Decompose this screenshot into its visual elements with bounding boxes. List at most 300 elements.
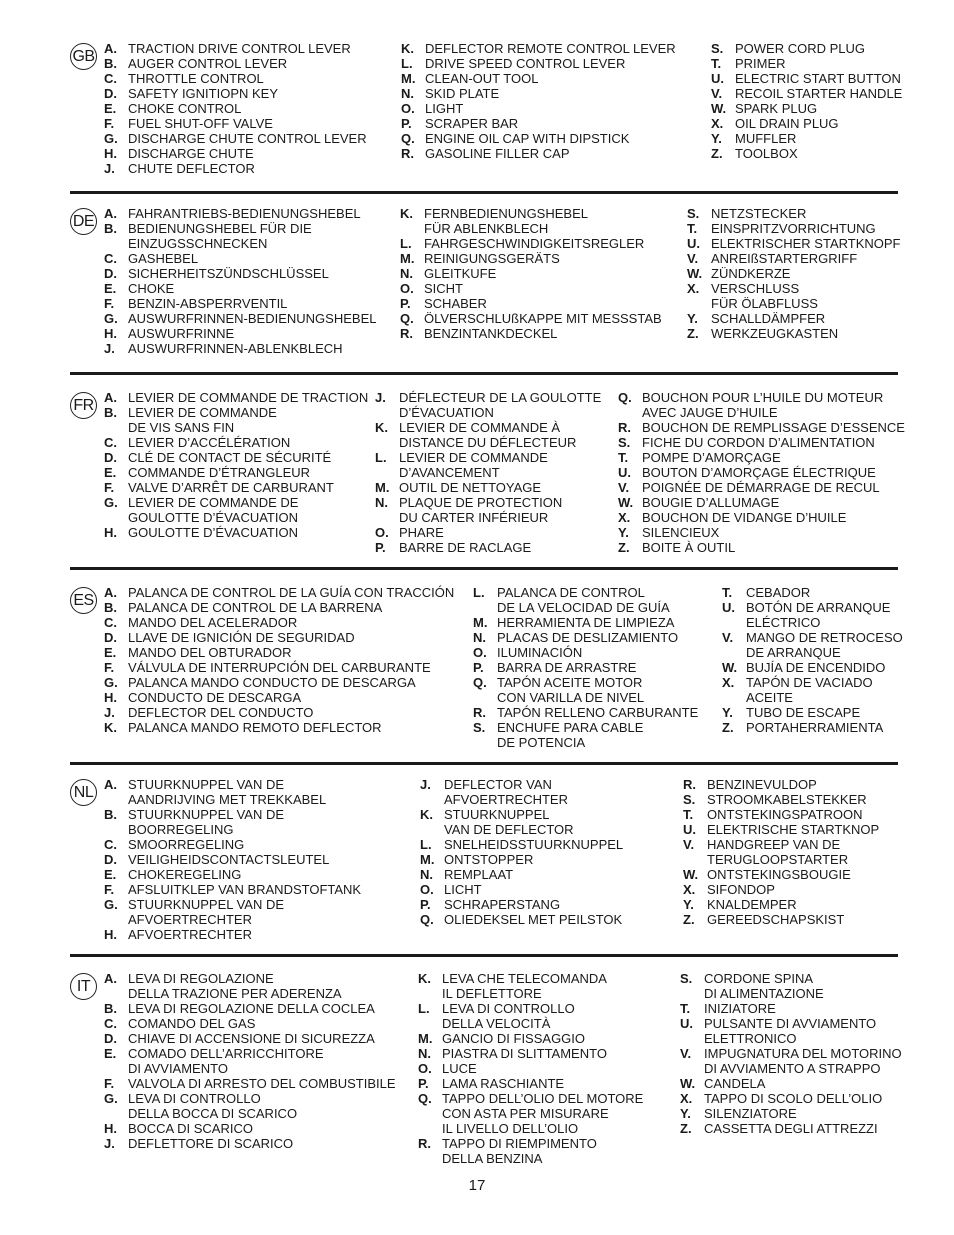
- part-description: [128, 1136, 293, 1151]
- part-item: [401, 131, 676, 146]
- part-letter: B.: [104, 807, 117, 822]
- part-description: [128, 1091, 297, 1121]
- part-description: [425, 131, 629, 146]
- part-description-line: BEDIENUNGSHEBEL FÜR DIE: [128, 221, 312, 236]
- part-description-line: DÉFLECTEUR DE LA GOULOTTE: [399, 390, 602, 405]
- part-description-line: IL DEFLETTORE: [442, 986, 542, 1001]
- part-item: [722, 720, 903, 735]
- part-description: [128, 1001, 375, 1016]
- part-description: [424, 311, 662, 326]
- part-item: [104, 465, 368, 480]
- part-letter: Z.: [722, 720, 734, 735]
- part-description: [442, 1076, 564, 1091]
- part-item: [104, 405, 368, 435]
- part-description-line: DISCHARGE CHUTE CONTROL LEVER: [128, 131, 367, 146]
- part-description-line: BUJÍA DE ENCENDIDO: [746, 660, 886, 675]
- part-item: [375, 450, 601, 480]
- part-description-line: SCHALLDÄMPFER: [711, 311, 826, 326]
- part-description-line: DE POTENCIA: [497, 735, 586, 750]
- part-item: [683, 912, 879, 927]
- part-letter: A.: [104, 390, 117, 405]
- part-description-line: SCHABER: [424, 296, 487, 311]
- part-description: [707, 822, 879, 837]
- part-item: [687, 326, 901, 341]
- part-description-line: ÖLVERSCHLUßKAPPE MIT MESSSTAB: [424, 311, 662, 326]
- part-description: [497, 615, 674, 630]
- part-description: [399, 525, 444, 540]
- part-description-line: TAPÓN RELLENO CARBURANTE: [497, 705, 699, 720]
- part-description: [128, 600, 382, 615]
- part-description: [128, 131, 367, 146]
- part-description: [128, 116, 273, 131]
- part-description-line: PHARE: [399, 525, 444, 540]
- part-letter: W.: [618, 495, 634, 510]
- part-description-line: ELEKTRISCHE STARTKNOP: [707, 822, 880, 837]
- part-description-line: DISTANCE DU DÉFLECTEUR: [399, 435, 577, 450]
- part-item: [418, 1046, 643, 1061]
- part-description-line: CON ASTA PER MISURARE: [442, 1106, 609, 1121]
- part-letter: C.: [104, 1016, 117, 1031]
- part-description: [642, 495, 779, 510]
- part-item: [104, 101, 367, 116]
- part-item: [420, 897, 623, 912]
- part-item: [104, 630, 454, 645]
- part-letter: L.: [400, 236, 412, 251]
- part-letter: S.: [680, 971, 693, 986]
- part-letter: U.: [618, 465, 631, 480]
- part-description: [399, 540, 531, 555]
- part-description-line: STUURKNUPPEL VAN DE: [128, 807, 285, 822]
- part-item: [473, 630, 698, 645]
- part-description-line: D’AVANCEMENT: [399, 465, 500, 480]
- part-letter: M.: [400, 251, 415, 266]
- part-description: [128, 882, 361, 897]
- part-description-line: LIGHT: [425, 101, 464, 116]
- part-description: [711, 221, 876, 236]
- part-item: [401, 71, 676, 86]
- part-item: [104, 1001, 396, 1016]
- part-letter: F.: [104, 116, 115, 131]
- part-description: [497, 720, 643, 750]
- part-item: [473, 615, 698, 630]
- part-description-line: PULSANTE DI AVVIAMENTO: [704, 1016, 877, 1031]
- part-description: [711, 326, 838, 341]
- part-description-line: SILENCIEUX: [642, 525, 720, 540]
- parts-column: [104, 206, 376, 356]
- part-letter: H.: [104, 1121, 117, 1136]
- part-letter: F.: [104, 1076, 115, 1091]
- part-description-line: OUTIL DE NETTOYAGE: [399, 480, 542, 495]
- part-description: [128, 660, 431, 675]
- part-letter: K.: [420, 807, 433, 822]
- part-description: [128, 615, 297, 630]
- part-description: [711, 311, 825, 326]
- part-description-line: POWER CORD PLUG: [735, 41, 866, 56]
- part-description: [442, 971, 607, 1001]
- part-item: [711, 86, 902, 101]
- part-item: [680, 1106, 902, 1121]
- part-description-line: SPARK PLUG: [735, 101, 818, 116]
- part-description: [128, 927, 252, 942]
- part-description: [746, 585, 810, 600]
- part-item: [687, 311, 901, 326]
- part-letter: S.: [687, 206, 700, 221]
- part-description-line: DEFLECTOR DEL CONDUCTO: [128, 705, 314, 720]
- part-description-line: ONTSTOPPER: [444, 852, 534, 867]
- part-item: [680, 1001, 902, 1016]
- part-description: [128, 645, 291, 660]
- part-item: [711, 41, 902, 56]
- part-item: [104, 720, 454, 735]
- part-letter: W.: [687, 266, 703, 281]
- language-badge: DE: [70, 208, 97, 235]
- part-description-line: DI AVVIAMENTO A STRAPPO: [704, 1061, 881, 1076]
- part-description-line: RECOIL STARTER HANDLE: [735, 86, 903, 101]
- part-description-line: CON VARILLA DE NIVEL: [497, 690, 645, 705]
- part-description-line: LEVA DI REGOLAZIONE: [128, 971, 274, 986]
- part-letter: R.: [618, 420, 631, 435]
- part-item: [104, 480, 368, 495]
- part-item: [104, 341, 376, 356]
- part-description-line: POMPE D’AMORÇAGE: [642, 450, 781, 465]
- parts-column: [722, 585, 903, 735]
- part-letter: F.: [104, 882, 115, 897]
- part-description-line: ONTSTEKINGSBOUGIE: [707, 867, 851, 882]
- part-description-line: AVEC JAUGE D’HUILE: [642, 405, 778, 420]
- part-description: [711, 281, 818, 311]
- part-item: [401, 146, 676, 161]
- part-description-line: FUEL SHUT-OFF VALVE: [128, 116, 273, 131]
- parts-column: [711, 41, 902, 161]
- part-description: [735, 146, 798, 161]
- parts-column: [420, 777, 623, 927]
- part-item: [711, 101, 902, 116]
- part-description-line: BENZINEVULDOP: [707, 777, 817, 792]
- part-description-line: DE LA VELOCIDAD DE GUÍA: [497, 600, 670, 615]
- part-item: [104, 1076, 396, 1091]
- part-description: [399, 450, 548, 480]
- part-item: [400, 281, 662, 296]
- part-item: [680, 1121, 902, 1136]
- part-description-line: PORTAHERRAMIENTA: [746, 720, 884, 735]
- part-letter: V.: [711, 86, 723, 101]
- part-description: [128, 206, 361, 221]
- part-description-line: SMOORREGELING: [128, 837, 245, 852]
- part-letter: E.: [104, 645, 117, 660]
- part-description-line: CEBADOR: [746, 585, 811, 600]
- part-letter: Z.: [618, 540, 630, 555]
- part-description-line: LUCE: [442, 1061, 477, 1076]
- part-letter: M.: [401, 71, 416, 86]
- part-letter: Y.: [722, 705, 733, 720]
- part-description-line: MUFFLER: [735, 131, 797, 146]
- part-description-line: HERRAMIENTA DE LIMPIEZA: [497, 615, 675, 630]
- section-divider: [70, 372, 898, 375]
- part-description: [707, 792, 867, 807]
- part-item: [683, 822, 879, 837]
- part-letter: D.: [104, 630, 117, 645]
- part-description: [704, 1016, 876, 1046]
- part-letter: B.: [104, 221, 117, 236]
- part-description: [128, 465, 310, 480]
- part-item: [618, 435, 905, 450]
- part-description-line: MANDO DEL ACELERADOR: [128, 615, 298, 630]
- part-letter: X.: [722, 675, 735, 690]
- part-description-line: DELLA BOCCA DI SCARICO: [128, 1106, 298, 1121]
- part-letter: C.: [104, 837, 117, 852]
- part-description-line: PRIMER: [735, 56, 786, 71]
- part-letter: U.: [711, 71, 724, 86]
- part-description-line: DE VIS SANS FIN: [128, 420, 235, 435]
- part-item: [618, 420, 905, 435]
- part-item: [104, 41, 367, 56]
- part-description: [711, 251, 857, 266]
- part-description-line: LEVA DI REGOLAZIONE DELLA COCLEA: [128, 1001, 375, 1016]
- part-item: [473, 720, 698, 750]
- part-description-line: PLAQUE DE PROTECTION: [399, 495, 563, 510]
- part-description: [128, 1076, 396, 1091]
- part-description-line: EINZUGSSCHNECKEN: [128, 236, 268, 251]
- part-description: [399, 420, 576, 450]
- part-description-line: ILUMINACIÓN: [497, 645, 583, 660]
- part-letter: G.: [104, 311, 118, 326]
- parts-column: [618, 390, 905, 555]
- part-description-line: BENZIN-ABSPERRVENTIL: [128, 296, 288, 311]
- part-item: [104, 450, 368, 465]
- part-description-line: LEVIER DE COMMANDE À: [399, 420, 561, 435]
- part-item: [687, 236, 901, 251]
- part-item: [711, 71, 902, 86]
- part-item: [375, 495, 601, 525]
- part-letter: J.: [420, 777, 431, 792]
- part-item: [375, 420, 601, 450]
- part-letter: X.: [683, 882, 696, 897]
- part-description: [128, 251, 198, 266]
- part-description-line: PALANCA MANDO CONDUCTO DE DESCARGA: [128, 675, 416, 690]
- part-item: [683, 897, 879, 912]
- section-divider: [70, 954, 898, 957]
- part-letter: H.: [104, 927, 117, 942]
- part-description-line: CHOKE CONTROL: [128, 101, 242, 116]
- part-item: [104, 600, 454, 615]
- part-item: [418, 1001, 643, 1031]
- part-description-line: COMMANDE D’ÉTRANGLEUR: [128, 465, 311, 480]
- part-letter: R.: [683, 777, 696, 792]
- part-item: [420, 882, 623, 897]
- part-letter: Q.: [420, 912, 434, 927]
- section-it: [68, 971, 902, 1166]
- part-item: [683, 777, 879, 792]
- part-description: [128, 296, 287, 311]
- part-item: [104, 1046, 396, 1076]
- part-description-line: DELLA BENZINA: [442, 1151, 543, 1166]
- part-letter: J.: [104, 341, 115, 356]
- part-letter: J.: [104, 705, 115, 720]
- part-item: [687, 266, 901, 281]
- part-description: [128, 41, 351, 56]
- part-description: [497, 675, 644, 705]
- part-item: [104, 807, 361, 837]
- part-description-line: BOUGIE D’ALLUMAGE: [642, 495, 780, 510]
- part-description: [399, 495, 562, 525]
- part-description: [424, 266, 496, 281]
- part-item: [680, 1076, 902, 1091]
- part-item: [104, 311, 376, 326]
- part-description: [746, 675, 873, 705]
- part-letter: U.: [687, 236, 700, 251]
- part-description-line: PALANCA DE CONTROL: [497, 585, 645, 600]
- part-description: [707, 807, 863, 822]
- section-es: [68, 585, 903, 750]
- part-description: [128, 56, 287, 71]
- part-description: [497, 585, 670, 615]
- parts-column: [104, 390, 368, 540]
- part-letter: L.: [420, 837, 432, 852]
- part-description-line: ELETTRONICO: [704, 1031, 797, 1046]
- part-letter: R.: [400, 326, 413, 341]
- part-item: [400, 311, 662, 326]
- part-description-line: ACEITE: [746, 690, 793, 705]
- part-description-line: BARRE DE RACLAGE: [399, 540, 532, 555]
- part-letter: N.: [401, 86, 414, 101]
- part-item: [104, 131, 367, 146]
- part-letter: R.: [473, 705, 486, 720]
- part-description: [707, 882, 775, 897]
- part-letter: H.: [104, 690, 117, 705]
- part-item: [618, 495, 905, 510]
- part-description-line: FAHRANTRIEBS-BEDIENUNGSHEBEL: [128, 206, 361, 221]
- part-item: [375, 480, 601, 495]
- part-description: [711, 236, 901, 251]
- parts-column: [683, 777, 879, 927]
- part-letter: Q.: [618, 390, 632, 405]
- part-description-line: CHOKE: [128, 281, 175, 296]
- part-item: [401, 86, 676, 101]
- part-description-line: LEVIER DE COMMANDE DE TRACTION: [128, 390, 369, 405]
- parts-column: [473, 585, 698, 750]
- part-letter: A.: [104, 41, 117, 56]
- part-description-line: CANDELA: [704, 1076, 766, 1091]
- part-description-line: NETZSTECKER: [711, 206, 807, 221]
- part-letter: W.: [722, 660, 738, 675]
- part-letter: Y.: [711, 131, 722, 146]
- part-description-line: AUSWURFRINNE: [128, 326, 235, 341]
- part-description: [735, 101, 817, 116]
- part-letter: K.: [400, 206, 413, 221]
- part-description: [497, 705, 698, 720]
- part-item: [375, 525, 601, 540]
- part-letter: Z.: [687, 326, 699, 341]
- part-letter: S.: [473, 720, 486, 735]
- part-description: [444, 807, 574, 837]
- part-item: [618, 525, 905, 540]
- part-item: [711, 146, 902, 161]
- part-item: [104, 1136, 396, 1151]
- part-description: [424, 206, 588, 236]
- part-item: [104, 281, 376, 296]
- part-item: [400, 236, 662, 251]
- part-description: [704, 1001, 776, 1016]
- part-item: [104, 146, 367, 161]
- part-description-line: ELÉCTRICO: [746, 615, 821, 630]
- part-letter: K.: [104, 720, 117, 735]
- part-letter: V.: [680, 1046, 692, 1061]
- part-item: [104, 705, 454, 720]
- part-item: [104, 390, 368, 405]
- part-item: [104, 645, 454, 660]
- part-item: [400, 266, 662, 281]
- part-description-line: GOULOTTE D’ÉVACUATION: [128, 525, 298, 540]
- part-item: [683, 807, 879, 822]
- part-letter: V.: [687, 251, 699, 266]
- part-letter: E.: [104, 867, 117, 882]
- part-description: [642, 390, 883, 420]
- part-item: [104, 525, 368, 540]
- part-letter: P.: [473, 660, 484, 675]
- part-description-line: FICHE DU CORDON D’ALIMENTATION: [642, 435, 875, 450]
- part-description-line: TAPPO DELL’OLIO DEL MOTORE: [442, 1091, 644, 1106]
- part-letter: H.: [104, 525, 117, 540]
- language-badge: FR: [70, 392, 97, 419]
- part-letter: R.: [418, 1136, 431, 1151]
- part-description: [497, 645, 582, 660]
- part-description: [128, 326, 234, 341]
- part-letter: D.: [104, 852, 117, 867]
- part-letter: O.: [400, 281, 414, 296]
- part-description: [642, 480, 880, 495]
- part-description-line: REINIGUNGSGERÄTS: [424, 251, 560, 266]
- part-item: [104, 495, 368, 525]
- part-item: [104, 1091, 396, 1121]
- part-description: [128, 837, 244, 852]
- part-description-line: BOITE À OUTIL: [642, 540, 736, 555]
- part-description: [704, 1076, 765, 1091]
- part-description: [128, 146, 254, 161]
- part-item: [375, 390, 601, 420]
- part-description: [707, 867, 851, 882]
- part-description-line: SILENZIATORE: [704, 1106, 797, 1121]
- part-description: [128, 221, 312, 251]
- part-description: [442, 1136, 597, 1166]
- part-letter: X.: [711, 116, 724, 131]
- part-letter: L.: [375, 450, 387, 465]
- part-description: [704, 1091, 882, 1106]
- part-description-line: STUURKNUPPEL VAN DE: [128, 777, 285, 792]
- part-item: [104, 1031, 396, 1046]
- part-description-line: COMANDO DEL GAS: [128, 1016, 256, 1031]
- part-description: [707, 897, 797, 912]
- part-description-line: ELEKTRISCHER STARTKNOPF: [711, 236, 901, 251]
- part-letter: P.: [418, 1076, 429, 1091]
- part-description: [128, 720, 382, 735]
- part-item: [683, 882, 879, 897]
- part-letter: O.: [418, 1061, 432, 1076]
- part-item: [473, 675, 698, 705]
- part-description-line: SKID PLATE: [425, 86, 500, 101]
- part-letter: T.: [687, 221, 698, 236]
- part-description-line: BOTÓN DE ARRANQUE: [746, 600, 891, 615]
- part-letter: T.: [683, 807, 694, 822]
- part-letter: E.: [104, 281, 117, 296]
- part-description: [425, 86, 499, 101]
- part-item: [104, 777, 361, 807]
- part-description-line: HANDGREEP VAN DE: [707, 837, 841, 852]
- part-description: [128, 161, 255, 176]
- part-description-line: TAPPO DI SCOLO DELL’OLIO: [704, 1091, 883, 1106]
- part-item: [420, 852, 623, 867]
- part-description-line: BENZINTANKDECKEL: [424, 326, 558, 341]
- part-description: [425, 56, 625, 71]
